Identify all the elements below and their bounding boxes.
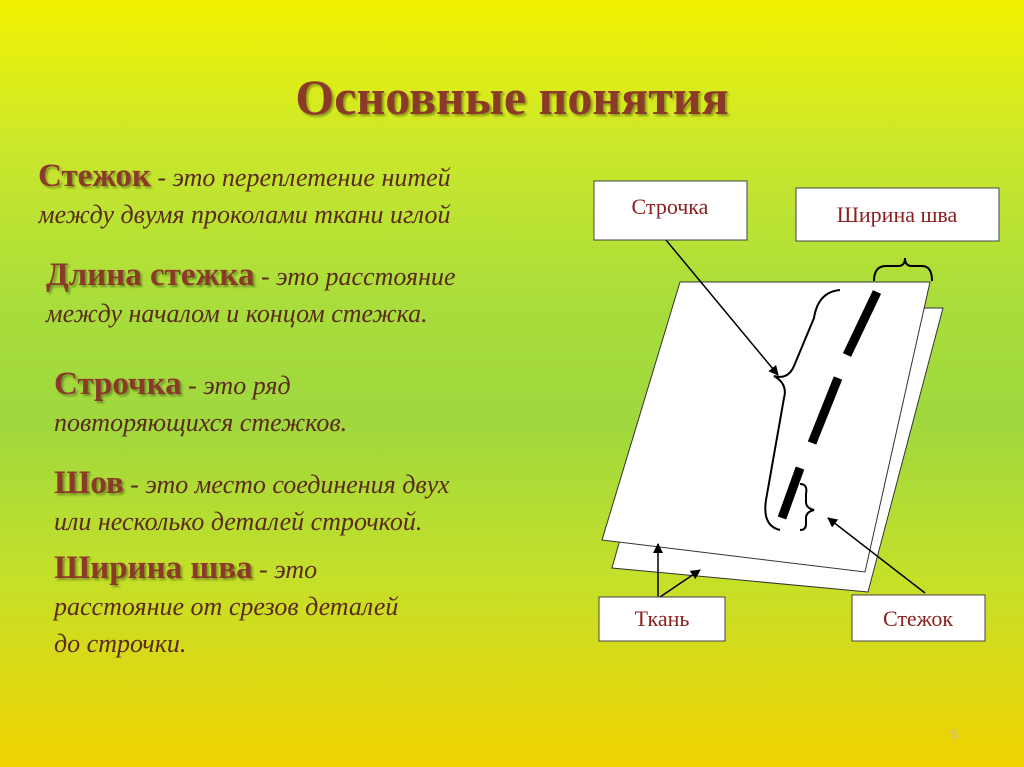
- definition-stitch-line-text-1: - это ряд: [181, 371, 291, 400]
- definition-seam-text-2: или несколько деталей строчкой.: [54, 507, 423, 536]
- label-stitch-text: Стежок: [882, 606, 954, 631]
- term-stitch: Стежок: [38, 158, 151, 194]
- definition-seam-width-text-1: - это: [252, 555, 318, 584]
- definition-stitch-text-1: - это переплетение нитей: [150, 163, 451, 192]
- term-stitch-line: Строчка: [54, 366, 182, 402]
- label-stitch: [852, 595, 985, 641]
- definition-stitch-line-text-2: повторяющихся стежков.: [54, 408, 348, 437]
- term-seam-width: Ширина шва: [54, 550, 253, 586]
- label-stitch-line: [594, 181, 747, 240]
- term-seam: Шов: [54, 465, 124, 501]
- label-seam-width: [796, 188, 999, 241]
- seam-width-brace: [874, 258, 932, 281]
- label-fabric: [599, 597, 725, 641]
- definition-seam-width-text-2: расстояние от срезов деталей: [54, 592, 399, 621]
- definition-stitch-text-2: между двумя проколами ткани иглой: [38, 200, 451, 229]
- term-stitch-length: Длина стежка: [46, 257, 255, 293]
- label-seam-width-text: Ширина шва: [836, 202, 958, 227]
- definition-seam-text-1: - это место соединения двух: [123, 470, 450, 499]
- slide-title: Основные понятия: [295, 69, 729, 125]
- definition-stitch-length-text-1: - это расстояние: [254, 262, 456, 291]
- label-fabric-text: Ткань: [634, 606, 690, 631]
- definition-stitch-length-text-2: между началом и концом стежка.: [46, 299, 428, 328]
- label-stitch-line-text: Строчка: [631, 194, 709, 219]
- page-number: 5: [950, 727, 958, 742]
- definition-seam-width-text-3: до строчки.: [54, 629, 187, 658]
